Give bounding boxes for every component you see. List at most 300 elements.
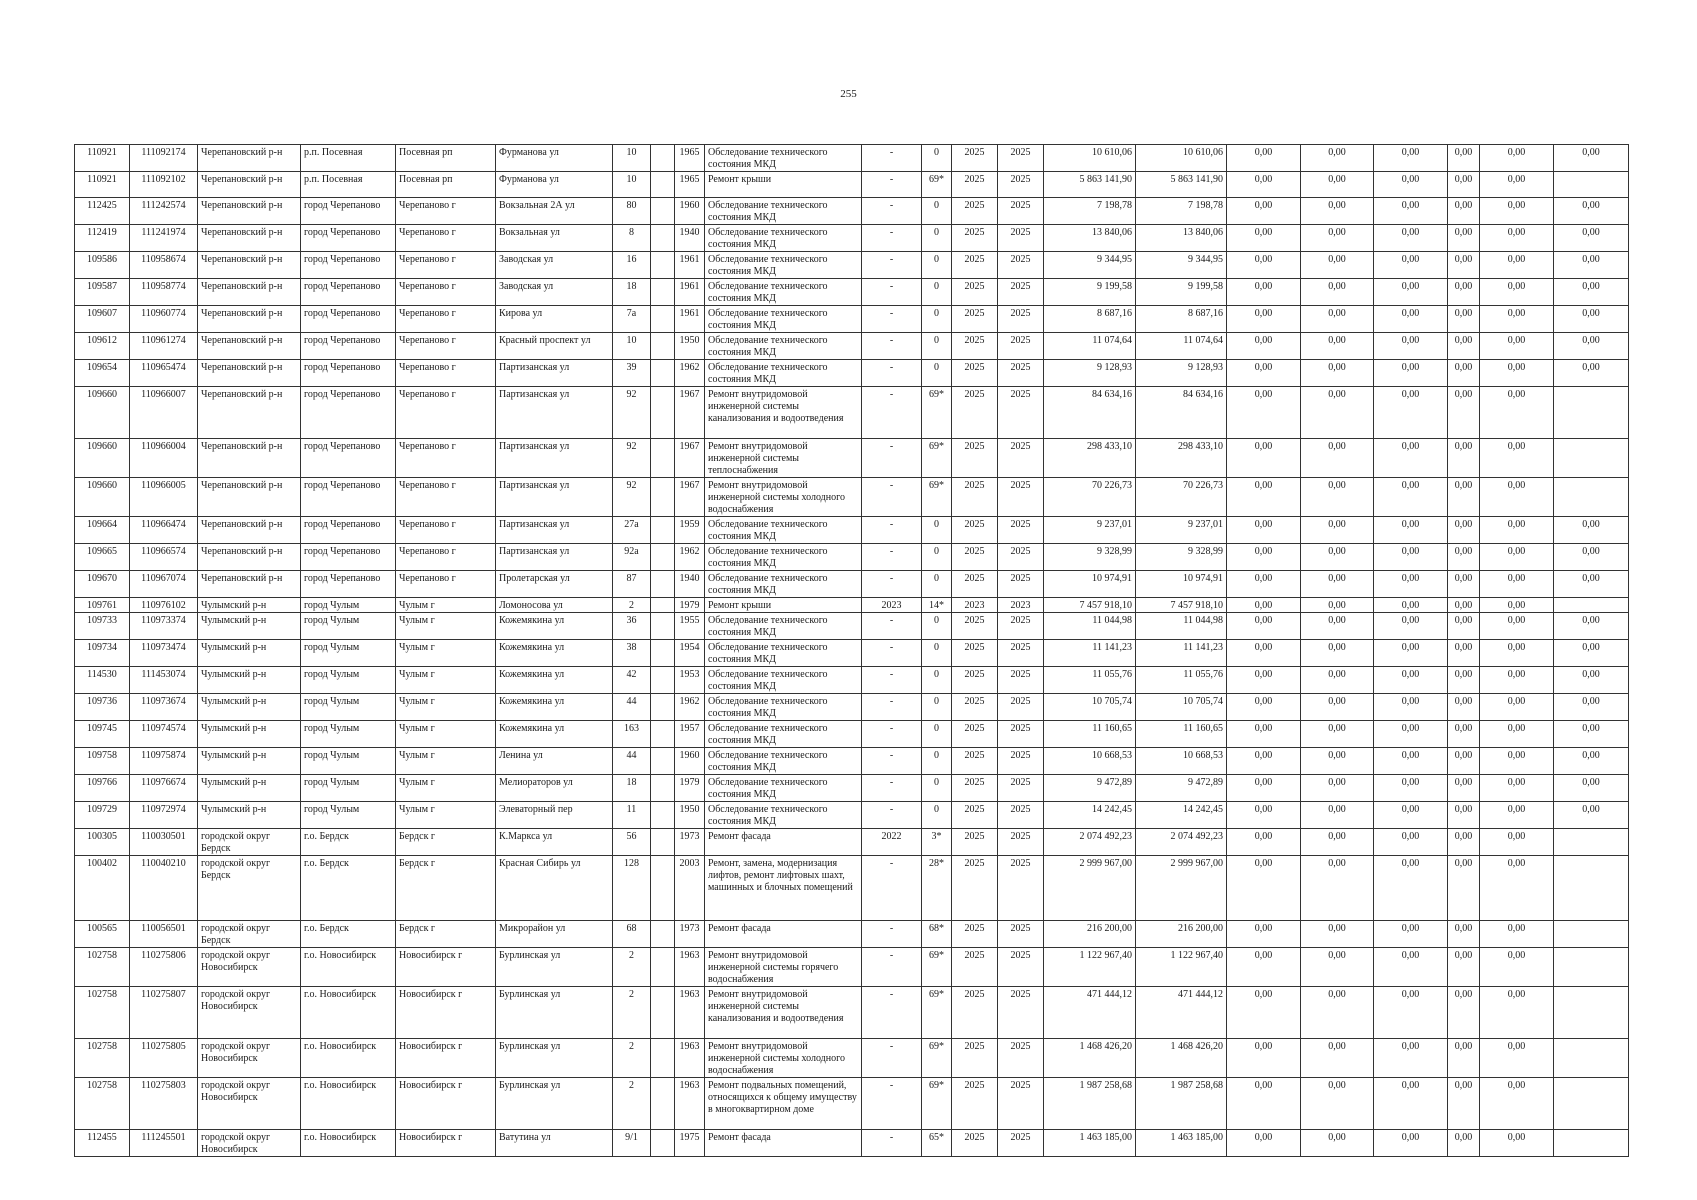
cell-district: городской округ Новосибирск [198, 987, 301, 1039]
cell-cost-total: 9 199,58 [1044, 279, 1136, 306]
cell-cost-6: 0,00 [1554, 517, 1629, 544]
cell-cost-4: 0,00 [1448, 306, 1480, 333]
cell-cost-1: 0,00 [1227, 306, 1301, 333]
cell-plan-start: 2025 [952, 856, 998, 921]
cell-street: Бурлинская ул [496, 1078, 613, 1130]
cell-municipality: город Черепаново [301, 198, 396, 225]
cell-cost-4: 0,00 [1448, 225, 1480, 252]
cell-cost-2: 0,00 [1301, 252, 1374, 279]
cell-locality: Новосибирск г [396, 1130, 496, 1157]
cell-cost-fund: 11 141,23 [1136, 640, 1227, 667]
table-body [75, 145, 1629, 1157]
cell-plan-start: 2025 [952, 948, 998, 987]
cell-house-no: 16 [613, 252, 651, 279]
table-row [75, 1039, 1629, 1078]
cell-wear: 0 [922, 802, 952, 829]
cell-wear: 0 [922, 517, 952, 544]
cell-district: городской округ Бердск [198, 856, 301, 921]
cell-building [651, 252, 675, 279]
cell-plan-start: 2025 [952, 694, 998, 721]
cell-work-id: 110958774 [130, 279, 198, 306]
cell-municipality: город Черепаново [301, 252, 396, 279]
cell-cost-3: 0,00 [1374, 1039, 1448, 1078]
cell-cost-2: 0,00 [1301, 987, 1374, 1039]
cell-cost-5: 0,00 [1480, 387, 1554, 439]
cell-cost-3: 0,00 [1374, 829, 1448, 856]
cell-cost-5: 0,00 [1480, 987, 1554, 1039]
cell-building [651, 387, 675, 439]
page-number: 255 [840, 88, 857, 100]
cell-year-built: 1962 [675, 360, 705, 387]
cell-locality: Чулым г [396, 640, 496, 667]
cell-obj-id: 109660 [75, 387, 130, 439]
cell-work-id: 110973374 [130, 613, 198, 640]
cell-prev-year: - [862, 145, 922, 172]
cell-municipality: г.о. Новосибирск [301, 987, 396, 1039]
cell-prev-year: 2022 [862, 829, 922, 856]
cell-prev-year: - [862, 517, 922, 544]
cell-municipality: город Чулым [301, 802, 396, 829]
table-row [75, 613, 1629, 640]
cell-cost-fund: 1 463 185,00 [1136, 1130, 1227, 1157]
cell-cost-1: 0,00 [1227, 667, 1301, 694]
cell-building [651, 279, 675, 306]
table-row [75, 721, 1629, 748]
cell-cost-3: 0,00 [1374, 478, 1448, 517]
cell-wear: 69* [922, 987, 952, 1039]
cell-cost-1: 0,00 [1227, 987, 1301, 1039]
cell-cost-1: 0,00 [1227, 145, 1301, 172]
cell-cost-3: 0,00 [1374, 748, 1448, 775]
cell-cost-5: 0,00 [1480, 775, 1554, 802]
cell-wear: 0 [922, 333, 952, 360]
cell-cost-2: 0,00 [1301, 598, 1374, 613]
cell-street: Кожемякина ул [496, 613, 613, 640]
cell-building [651, 775, 675, 802]
table-row [75, 694, 1629, 721]
cell-cost-6: 0,00 [1554, 721, 1629, 748]
cell-plan-end: 2025 [998, 387, 1044, 439]
cell-cost-2: 0,00 [1301, 306, 1374, 333]
cell-work-type: Обследование технического состояния МКД [705, 279, 862, 306]
cell-cost-4: 0,00 [1448, 478, 1480, 517]
cell-district: Чулымский р-н [198, 640, 301, 667]
cell-plan-end: 2025 [998, 721, 1044, 748]
cell-locality: Посевная рп [396, 145, 496, 172]
cell-building [651, 721, 675, 748]
cell-work-type: Ремонт внутридомовой инженерной системы канализования и водоотведения [705, 987, 862, 1039]
cell-cost-2: 0,00 [1301, 613, 1374, 640]
cell-obj-id: 102758 [75, 948, 130, 987]
cell-cost-6 [1554, 478, 1629, 517]
cell-year-built: 1963 [675, 1039, 705, 1078]
cell-municipality: город Чулым [301, 721, 396, 748]
cell-work-id: 110965474 [130, 360, 198, 387]
cell-house-no: 36 [613, 613, 651, 640]
cell-work-type: Ремонт внутридомовой инженерной системы холодного водоснабжения [705, 478, 862, 517]
cell-year-built: 1979 [675, 598, 705, 613]
cell-cost-5: 0,00 [1480, 544, 1554, 571]
cell-municipality: город Чулым [301, 775, 396, 802]
cell-obj-id: 109660 [75, 439, 130, 478]
cell-cost-4: 0,00 [1448, 1039, 1480, 1078]
cell-building [651, 921, 675, 948]
cell-wear: 69* [922, 1078, 952, 1130]
cell-cost-3: 0,00 [1374, 225, 1448, 252]
cell-wear: 68* [922, 921, 952, 948]
cell-cost-fund: 11 044,98 [1136, 613, 1227, 640]
cell-municipality: город Черепаново [301, 571, 396, 598]
cell-work-type: Обследование технического состояния МКД [705, 721, 862, 748]
cell-locality: Чулым г [396, 667, 496, 694]
cell-plan-end: 2025 [998, 1039, 1044, 1078]
cell-cost-fund: 11 160,65 [1136, 721, 1227, 748]
cell-building [651, 517, 675, 544]
cell-cost-5: 0,00 [1480, 198, 1554, 225]
cell-work-type: Обследование технического состояния МКД [705, 640, 862, 667]
cell-cost-5: 0,00 [1480, 478, 1554, 517]
cell-prev-year: - [862, 748, 922, 775]
cell-year-built: 1955 [675, 613, 705, 640]
cell-cost-total: 7 457 918,10 [1044, 598, 1136, 613]
table-row [75, 439, 1629, 478]
cell-municipality: г.о. Бердск [301, 829, 396, 856]
cell-obj-id: 102758 [75, 1078, 130, 1130]
table-row [75, 667, 1629, 694]
cell-house-no: 27а [613, 517, 651, 544]
cell-plan-start: 2025 [952, 439, 998, 478]
table-row [75, 948, 1629, 987]
cell-cost-total: 70 226,73 [1044, 478, 1136, 517]
cell-locality: Новосибирск г [396, 987, 496, 1039]
cell-prev-year: - [862, 987, 922, 1039]
cell-locality: Новосибирск г [396, 1039, 496, 1078]
cell-work-type: Обследование технического состояния МКД [705, 360, 862, 387]
cell-locality: Черепаново г [396, 333, 496, 360]
cell-cost-1: 0,00 [1227, 598, 1301, 613]
cell-municipality: город Черепаново [301, 478, 396, 517]
cell-cost-3: 0,00 [1374, 333, 1448, 360]
cell-cost-3: 0,00 [1374, 360, 1448, 387]
cell-house-no: 11 [613, 802, 651, 829]
cell-cost-total: 11 141,23 [1044, 640, 1136, 667]
cell-obj-id: 110921 [75, 172, 130, 198]
cell-cost-fund: 7 457 918,10 [1136, 598, 1227, 613]
cell-year-built: 1961 [675, 279, 705, 306]
cell-prev-year: - [862, 387, 922, 439]
cell-plan-end: 2025 [998, 439, 1044, 478]
cell-work-id: 111453074 [130, 667, 198, 694]
cell-cost-6: 0,00 [1554, 306, 1629, 333]
cell-cost-3: 0,00 [1374, 1078, 1448, 1130]
cell-district: Черепановский р-н [198, 387, 301, 439]
cell-prev-year: - [862, 948, 922, 987]
cell-cost-3: 0,00 [1374, 987, 1448, 1039]
cell-cost-1: 0,00 [1227, 948, 1301, 987]
cell-plan-start: 2025 [952, 829, 998, 856]
cell-building [651, 598, 675, 613]
cell-house-no: 44 [613, 748, 651, 775]
cell-street: Вокзальная ул [496, 225, 613, 252]
cell-year-built: 2003 [675, 856, 705, 921]
cell-building [651, 544, 675, 571]
cell-cost-6: 0,00 [1554, 571, 1629, 598]
cell-wear: 0 [922, 198, 952, 225]
cell-work-type: Обследование технического состояния МКД [705, 306, 862, 333]
cell-street: Партизанская ул [496, 360, 613, 387]
cell-street: Ватутина ул [496, 1130, 613, 1157]
cell-obj-id: 109729 [75, 802, 130, 829]
cell-cost-total: 14 242,45 [1044, 802, 1136, 829]
cell-work-type: Ремонт внутридомовой инженерной системы канализования и водоотведения [705, 387, 862, 439]
cell-cost-6: 0,00 [1554, 775, 1629, 802]
cell-cost-3: 0,00 [1374, 948, 1448, 987]
cell-work-type: Ремонт подвальных помещений, относящихся к общему имуществу в многоквартирном доме [705, 1078, 862, 1130]
cell-cost-4: 0,00 [1448, 333, 1480, 360]
cell-cost-1: 0,00 [1227, 333, 1301, 360]
cell-cost-1: 0,00 [1227, 172, 1301, 198]
table-row [75, 387, 1629, 439]
cell-plan-start: 2025 [952, 387, 998, 439]
cell-building [651, 856, 675, 921]
cell-cost-2: 0,00 [1301, 145, 1374, 172]
cell-obj-id: 109758 [75, 748, 130, 775]
cell-cost-fund: 14 242,45 [1136, 802, 1227, 829]
cell-street: Заводская ул [496, 279, 613, 306]
cell-year-built: 1962 [675, 694, 705, 721]
cell-obj-id: 109736 [75, 694, 130, 721]
cell-cost-total: 9 472,89 [1044, 775, 1136, 802]
cell-street: Элеваторный пер [496, 802, 613, 829]
cell-building [651, 172, 675, 198]
cell-obj-id: 100565 [75, 921, 130, 948]
cell-municipality: город Черепаново [301, 517, 396, 544]
cell-plan-end: 2025 [998, 571, 1044, 598]
cell-locality: Чулым г [396, 613, 496, 640]
cell-street: Кожемякина ул [496, 721, 613, 748]
cell-plan-start: 2025 [952, 987, 998, 1039]
cell-cost-4: 0,00 [1448, 856, 1480, 921]
cell-year-built: 1957 [675, 721, 705, 748]
cell-prev-year: - [862, 1039, 922, 1078]
cell-locality: Черепаново г [396, 360, 496, 387]
cell-cost-1: 0,00 [1227, 1078, 1301, 1130]
cell-cost-fund: 298 433,10 [1136, 439, 1227, 478]
cell-wear: 69* [922, 172, 952, 198]
cell-locality: Чулым г [396, 748, 496, 775]
cell-plan-end: 2025 [998, 517, 1044, 544]
cell-cost-4: 0,00 [1448, 640, 1480, 667]
cell-cost-4: 0,00 [1448, 948, 1480, 987]
cell-cost-5: 0,00 [1480, 439, 1554, 478]
cell-cost-1: 0,00 [1227, 252, 1301, 279]
cell-cost-3: 0,00 [1374, 439, 1448, 478]
cell-work-type: Обследование технического состояния МКД [705, 517, 862, 544]
cell-cost-1: 0,00 [1227, 748, 1301, 775]
cell-year-built: 1960 [675, 748, 705, 775]
cell-cost-5: 0,00 [1480, 694, 1554, 721]
cell-locality: Новосибирск г [396, 948, 496, 987]
cell-cost-1: 0,00 [1227, 571, 1301, 598]
cell-cost-2: 0,00 [1301, 517, 1374, 544]
cell-cost-4: 0,00 [1448, 571, 1480, 598]
cell-cost-2: 0,00 [1301, 360, 1374, 387]
cell-district: Черепановский р-н [198, 360, 301, 387]
cell-cost-fund: 9 328,99 [1136, 544, 1227, 571]
cell-house-no: 42 [613, 667, 651, 694]
cell-obj-id: 109586 [75, 252, 130, 279]
cell-cost-5: 0,00 [1480, 252, 1554, 279]
cell-wear: 69* [922, 948, 952, 987]
cell-cost-6: 0,00 [1554, 640, 1629, 667]
cell-cost-4: 0,00 [1448, 387, 1480, 439]
cell-house-no: 2 [613, 1078, 651, 1130]
cell-cost-total: 9 328,99 [1044, 544, 1136, 571]
cell-cost-2: 0,00 [1301, 748, 1374, 775]
cell-plan-end: 2025 [998, 306, 1044, 333]
cell-cost-5: 0,00 [1480, 667, 1554, 694]
cell-cost-total: 11 160,65 [1044, 721, 1136, 748]
cell-cost-4: 0,00 [1448, 1130, 1480, 1157]
table-row [75, 748, 1629, 775]
cell-street: Кожемякина ул [496, 667, 613, 694]
cell-locality: Чулым г [396, 694, 496, 721]
table-row [75, 279, 1629, 306]
cell-year-built: 1961 [675, 306, 705, 333]
cell-house-no: 68 [613, 921, 651, 948]
cell-house-no: 80 [613, 198, 651, 225]
cell-building [651, 748, 675, 775]
cell-locality: Черепаново г [396, 544, 496, 571]
cell-cost-2: 0,00 [1301, 640, 1374, 667]
cell-work-id: 110275803 [130, 1078, 198, 1130]
cell-building [651, 1078, 675, 1130]
cell-work-id: 110976102 [130, 598, 198, 613]
cell-cost-5: 0,00 [1480, 640, 1554, 667]
cell-work-type: Обследование технического состояния МКД [705, 544, 862, 571]
cell-plan-end: 2025 [998, 198, 1044, 225]
cell-street: Бурлинская ул [496, 987, 613, 1039]
cell-wear: 0 [922, 225, 952, 252]
cell-year-built: 1967 [675, 387, 705, 439]
cell-locality: Черепаново г [396, 252, 496, 279]
cell-cost-2: 0,00 [1301, 333, 1374, 360]
cell-cost-fund: 9 128,93 [1136, 360, 1227, 387]
table-row [75, 544, 1629, 571]
cell-house-no: 44 [613, 694, 651, 721]
table-row [75, 856, 1629, 921]
cell-cost-6 [1554, 987, 1629, 1039]
cell-district: городской округ Бердск [198, 921, 301, 948]
cell-cost-6 [1554, 1130, 1629, 1157]
cell-plan-end: 2025 [998, 544, 1044, 571]
cell-building [651, 613, 675, 640]
cell-wear: 0 [922, 145, 952, 172]
cell-cost-5: 0,00 [1480, 360, 1554, 387]
cell-building [651, 145, 675, 172]
cell-cost-6: 0,00 [1554, 802, 1629, 829]
cell-building [651, 667, 675, 694]
cell-plan-end: 2025 [998, 948, 1044, 987]
cell-district: Чулымский р-н [198, 802, 301, 829]
cell-cost-4: 0,00 [1448, 198, 1480, 225]
table-row [75, 198, 1629, 225]
cell-wear: 0 [922, 360, 952, 387]
cell-street: Партизанская ул [496, 517, 613, 544]
cell-work-id: 110961274 [130, 333, 198, 360]
table-row [75, 1130, 1629, 1157]
cell-municipality: город Чулым [301, 640, 396, 667]
cell-cost-6 [1554, 829, 1629, 856]
cell-cost-2: 0,00 [1301, 775, 1374, 802]
cell-cost-4: 0,00 [1448, 1078, 1480, 1130]
cell-cost-4: 0,00 [1448, 921, 1480, 948]
cell-cost-6 [1554, 921, 1629, 948]
cell-prev-year: - [862, 571, 922, 598]
cell-cost-1: 0,00 [1227, 1039, 1301, 1078]
cell-street: Красный проспект ул [496, 333, 613, 360]
cell-cost-6: 0,00 [1554, 748, 1629, 775]
cell-plan-end: 2025 [998, 802, 1044, 829]
cell-cost-5: 0,00 [1480, 613, 1554, 640]
cell-cost-fund: 9 199,58 [1136, 279, 1227, 306]
cell-cost-2: 0,00 [1301, 478, 1374, 517]
cell-plan-start: 2025 [952, 279, 998, 306]
cell-district: Чулымский р-н [198, 721, 301, 748]
cell-cost-total: 216 200,00 [1044, 921, 1136, 948]
cell-year-built: 1940 [675, 225, 705, 252]
cell-cost-5: 0,00 [1480, 1078, 1554, 1130]
cell-prev-year: - [862, 478, 922, 517]
cell-work-type: Ремонт внутридомовой инженерной системы холодного водоснабжения [705, 1039, 862, 1078]
cell-year-built: 1940 [675, 571, 705, 598]
cell-municipality: г.о. Бердск [301, 921, 396, 948]
cell-cost-fund: 2 074 492,23 [1136, 829, 1227, 856]
cell-cost-6: 0,00 [1554, 544, 1629, 571]
cell-year-built: 1963 [675, 1078, 705, 1130]
table-row [75, 225, 1629, 252]
cell-cost-5: 0,00 [1480, 721, 1554, 748]
cell-street: Микрорайон ул [496, 921, 613, 948]
cell-locality: Посевная рп [396, 172, 496, 198]
cell-cost-total: 8 687,16 [1044, 306, 1136, 333]
cell-work-id: 110966574 [130, 544, 198, 571]
cell-plan-end: 2025 [998, 856, 1044, 921]
cell-municipality: город Чулым [301, 613, 396, 640]
cell-year-built: 1953 [675, 667, 705, 694]
cell-work-type: Ремонт крыши [705, 172, 862, 198]
cell-locality: Чулым г [396, 598, 496, 613]
cell-plan-start: 2025 [952, 198, 998, 225]
cell-district: Черепановский р-н [198, 172, 301, 198]
cell-cost-fund: 9 237,01 [1136, 517, 1227, 544]
cell-obj-id: 100305 [75, 829, 130, 856]
cell-obj-id: 114530 [75, 667, 130, 694]
cell-district: Черепановский р-н [198, 306, 301, 333]
cell-cost-total: 5 863 141,90 [1044, 172, 1136, 198]
cell-house-no: 2 [613, 1039, 651, 1078]
cell-cost-5: 0,00 [1480, 856, 1554, 921]
cell-building [651, 478, 675, 517]
cell-municipality: город Чулым [301, 598, 396, 613]
cell-municipality: город Черепаново [301, 225, 396, 252]
cell-house-no: 7а [613, 306, 651, 333]
cell-cost-total: 10 705,74 [1044, 694, 1136, 721]
cell-work-id: 110972974 [130, 802, 198, 829]
cell-work-id: 110973674 [130, 694, 198, 721]
cell-cost-3: 0,00 [1374, 775, 1448, 802]
cell-cost-6: 0,00 [1554, 360, 1629, 387]
